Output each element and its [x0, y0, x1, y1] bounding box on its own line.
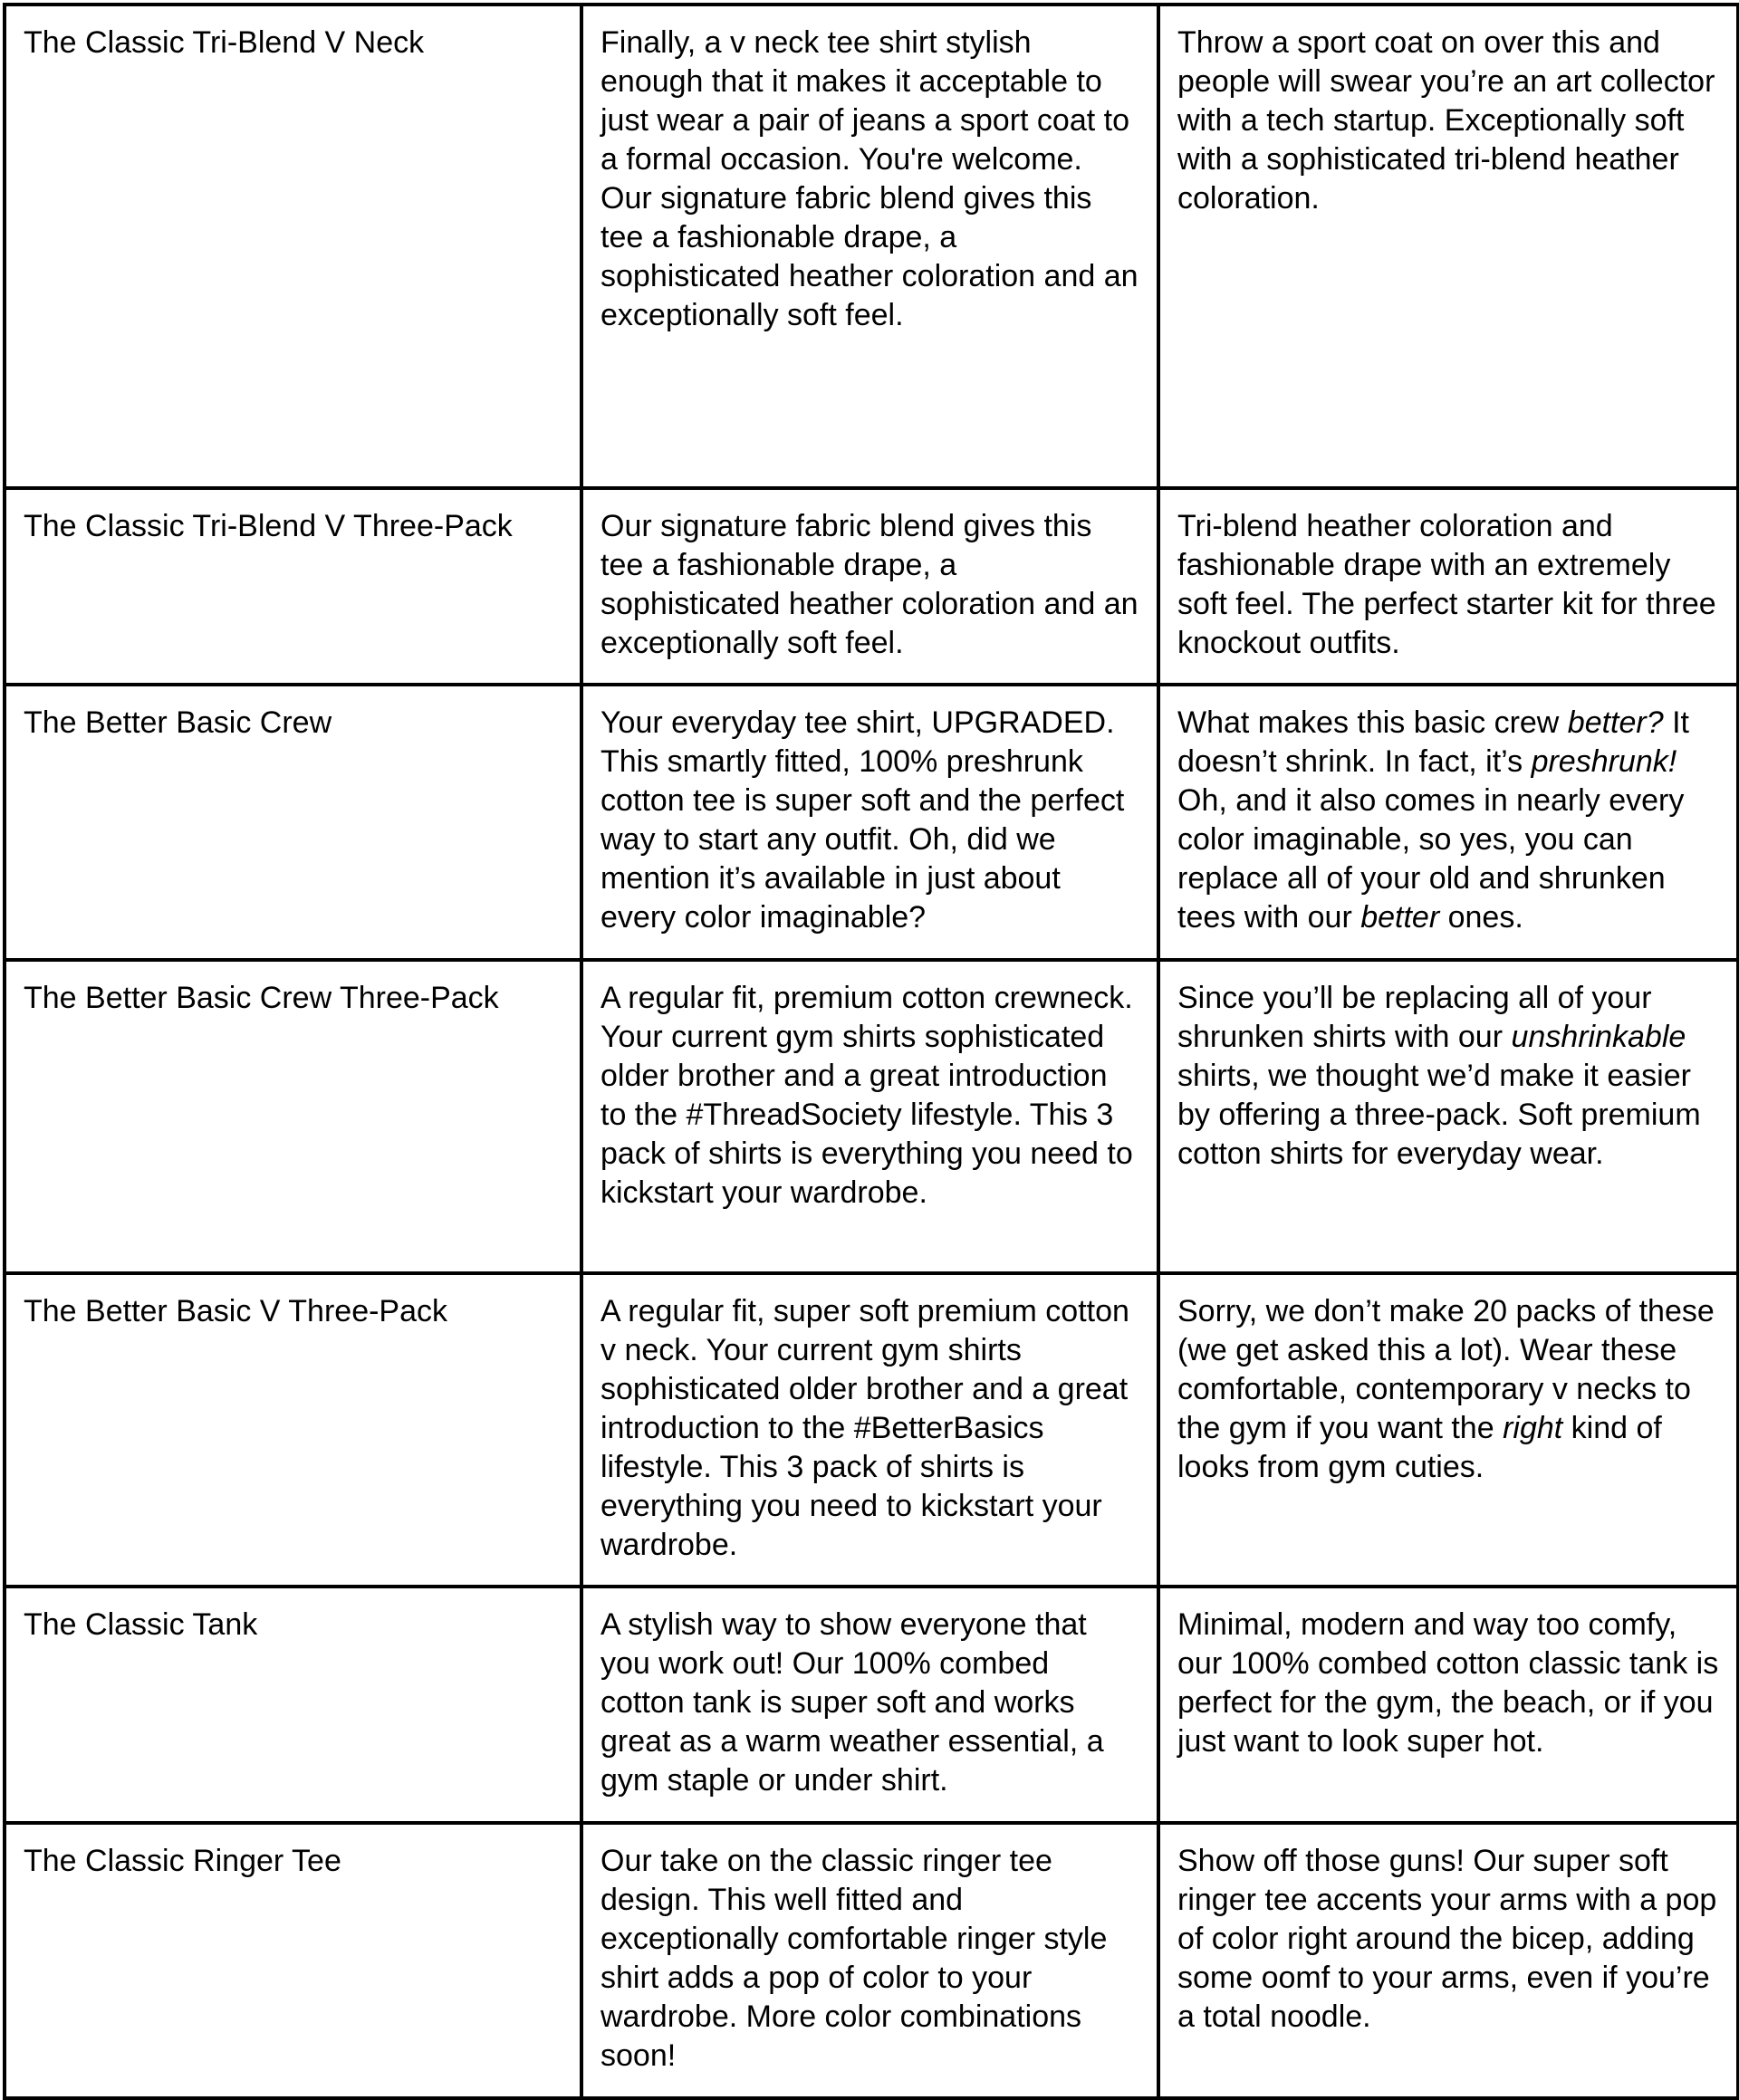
italic-text-run: better	[1360, 900, 1440, 935]
product-alt-description-cell	[1158, 685, 1738, 960]
product-name-cell: The Classic Tank	[5, 1587, 581, 1823]
table-row	[5, 1587, 1738, 1823]
table-row	[5, 685, 1738, 960]
table-row	[5, 960, 1738, 1273]
italic-text-run: better?	[1567, 705, 1664, 740]
text-run: What makes this basic crew	[1177, 705, 1568, 740]
product-name-cell: The Classic Tri-Blend V Neck	[5, 5, 581, 488]
product-name-cell: The Classic Ringer Tee	[5, 1823, 581, 2098]
text-run: It doesn’t shrink. In fact, it’s	[1177, 705, 1689, 779]
product-name-cell: The Better Basic Crew Three-Pack	[5, 960, 581, 1273]
product-description-cell: A regular fit, premium cotton crewneck. Your current gym shirts sophisticated older brother and a great introduction to the #ThreadSociety lifestyle. This 3 pack of shirts is everything you need to kickstart your wardrobe.	[581, 960, 1158, 1273]
table-row	[5, 1273, 1738, 1587]
product-alt-description-cell: Minimal, modern and way too comfy, our 100% combed cotton classic tank is perfect for the gym, the beach, or if you just want to look super hot.	[1158, 1587, 1738, 1823]
product-alt-description-cell	[1158, 1273, 1738, 1587]
table-row	[5, 5, 1738, 488]
product-description-table	[3, 3, 1739, 2100]
product-alt-description-cell: Throw a sport coat on over this and people will swear you’re an art collector with a tech startup. Exceptionally soft with a sophisticated tri-blend heather coloration.	[1158, 5, 1738, 488]
product-description-cell: A regular fit, super soft premium cotton v neck. Your current gym shirts sophisticated older brother and a great introduction to the #BetterBasics lifestyle. This 3 pack of shirts is everything you need to kickstart your wardrobe.	[581, 1273, 1158, 1587]
text-run: Sorry, we don’t make 20 packs of these (we get asked this a lot). Wear these comfortable, contemporary v necks to the gym if you want the	[1177, 1294, 1715, 1445]
product-name-cell: The Better Basic Crew	[5, 685, 581, 960]
product-alt-description-cell	[1158, 960, 1738, 1273]
product-alt-description-cell: Tri-blend heather coloration and fashionable drape with an extremely soft feel. The perfect starter kit for three knockout outfits.	[1158, 488, 1738, 685]
text-run: Oh, and it also comes in nearly every color imaginable, so yes, you can replace all of your old and shrunken tees with our	[1177, 783, 1685, 935]
text-run: kind of looks from gym cuties.	[1177, 1411, 1662, 1484]
product-alt-description-cell: Show off those guns! Our super soft ringer tee accents your arms with a pop of color right around the bicep, adding some oomf to your arms, even if you’re a total noodle.	[1158, 1823, 1738, 2098]
text-run: ones.	[1439, 900, 1523, 935]
product-name-cell: The Better Basic V Three-Pack	[5, 1273, 581, 1587]
italic-text-run: right	[1503, 1411, 1563, 1445]
italic-text-run: preshrunk!	[1531, 744, 1677, 779]
product-description-cell: Our signature fabric blend gives this tee a fashionable drape, a sophisticated heather coloration and an exceptionally soft feel.	[581, 488, 1158, 685]
product-name-cell: The Classic Tri-Blend V Three-Pack	[5, 488, 581, 685]
product-description-cell: Your everyday tee shirt, UPGRADED. This smartly fitted, 100% preshrunk cotton tee is super soft and the perfect way to start any outfit. Oh, did we mention it’s available in just about every color imaginable?	[581, 685, 1158, 960]
product-description-cell: Finally, a v neck tee shirt stylish enough that it makes it acceptable to just wear a pair of jeans a sport coat to a formal occasion. You're welcome. Our signature fabric blend gives this tee a fashionable drape, a sophisticated heather coloration and an exceptionally soft feel.	[581, 5, 1158, 488]
text-run: Since you’ll be replacing all of your shrunken shirts with our	[1177, 981, 1652, 1054]
table-row	[5, 1823, 1738, 2098]
text-run: shirts, we thought we’d make it easier by offering a three-pack. Soft premium cotton shirts for everyday wear.	[1177, 1059, 1701, 1171]
product-description-cell: A stylish way to show everyone that you work out! Our 100% combed cotton tank is super soft and works great as a warm weather essential, a gym staple or under shirt.	[581, 1587, 1158, 1823]
italic-text-run: unshrinkable	[1511, 1020, 1686, 1054]
table-row	[5, 488, 1738, 685]
product-description-cell: Our take on the classic ringer tee design. This well fitted and exceptionally comfortable ringer style shirt adds a pop of color to your wardrobe. More color combinations soon!	[581, 1823, 1158, 2098]
